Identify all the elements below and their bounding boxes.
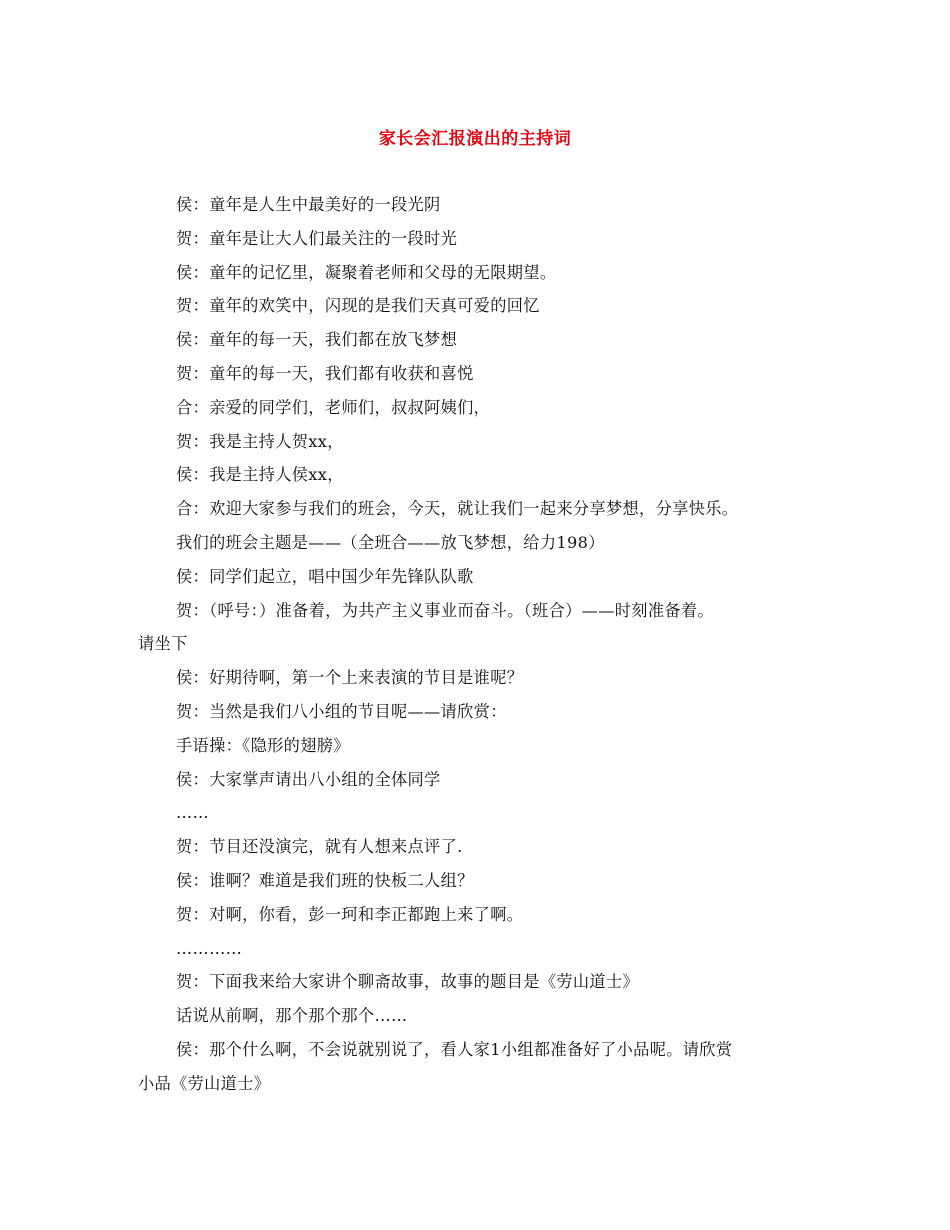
script-line: ………… [176,938,243,958]
script-line: 请坐下 [138,634,188,654]
script-line: 手语操：《隐形的翅膀》 [176,735,350,755]
script-line: 侯：好期待啊，第一个上来表演的节目是谁呢？ [176,668,524,688]
script-line: 侯：大家掌声请出八小组的全体同学 [176,769,441,789]
script-line: 贺：对啊，你看，彭一珂和李正都跑上来了啊。 [176,904,524,924]
script-line: 贺：童年的欢笑中，闪现的是我们天真可爱的回忆 [176,296,540,316]
script-line: 小品《劳山道士》 [138,1073,271,1093]
script-line: 贺：我是主持人贺xx， [176,431,344,451]
script-line: 贺：童年是让大人们最关注的一段时光 [176,228,458,248]
script-line: 侯：谁啊？难道是我们班的快板二人组？ [176,870,474,890]
script-line: 合：亲爱的同学们，老师们，叔叔阿姨们， [176,397,491,417]
script-line: 贺：当然是我们八小组的节目呢——请欣赏： [176,701,507,721]
script-line: 贺：节目还没演完，就有人想来点评了. [176,837,463,857]
script-line: 侯：同学们起立，唱中国少年先锋队队歌 [176,566,474,586]
script-line: 侯：那个什么啊，不会说就别说了，看人家1小组都准备好了小品呢。请欣赏 [176,1039,733,1059]
script-line: …… [176,803,210,823]
script-line: 侯：我是主持人侯xx， [176,465,344,485]
script-line: 贺：（呼号：）准备着，为共产主义事业而奋斗。（班合）——时刻准备着。 [176,600,714,620]
script-line: 侯：童年是人生中最美好的一段光阴 [176,195,441,214]
script-line: 话说从前啊，那个那个那个…… [176,1006,408,1026]
script-line: 贺：童年的每一天，我们都有收获和喜悦 [176,363,474,383]
document-title: 家长会汇报演出的主持词 [378,129,572,149]
script-line: 合：欢迎大家参与我们的班会，今天，就让我们一起来分享梦想，分享快乐。 [176,499,739,519]
document-body [138,188,818,1101]
script-line: 我们的班会主题是——（全班合——放飞梦想，给力198） [176,532,605,552]
script-line: 侯：童年的记忆里，凝聚着老师和父母的无限期望。 [176,262,557,282]
script-line: 侯：童年的每一天，我们都在放飞梦想 [176,330,458,350]
script-line: 贺：下面我来给大家讲个聊斋故事，故事的题目是《劳山道士》 [176,972,640,992]
